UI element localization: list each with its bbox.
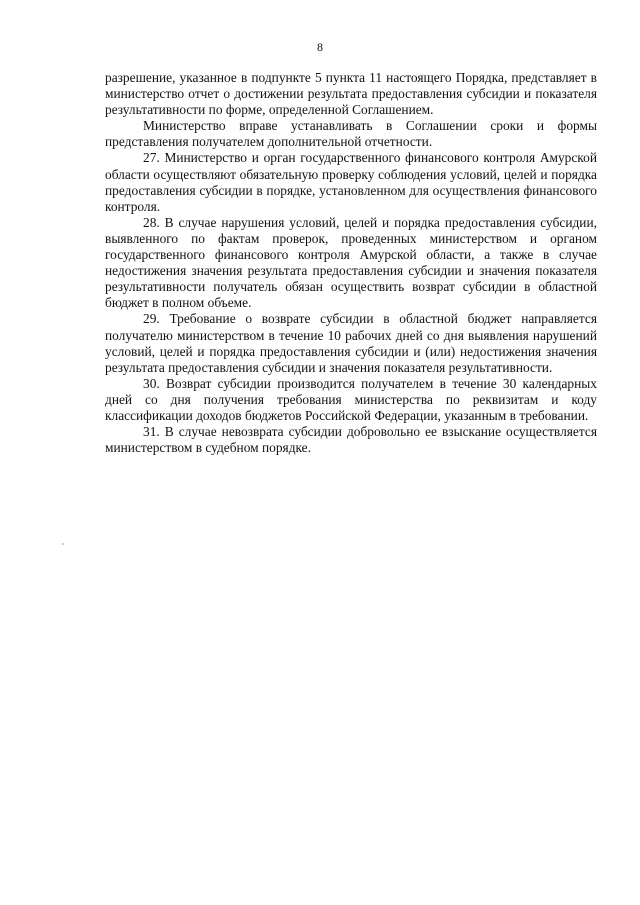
paragraph-29: 29. Требование о возврате субсидии в областной бюджет направляется получателю министерством в течение 10 рабочих дней со дня выявления нарушений условий, целей и порядка предоставления субсидии и (или) недостижения значения результата предоставления субсидии и значения показателя результативности. — [105, 311, 597, 375]
paragraph-30: 30. Возврат субсидии производится получателем в течение 30 календарных дней со дня получения требования министерства по реквизитам и коду классификации доходов бюджетов Российской Федерации, указанным в требовании. — [105, 375, 597, 423]
paragraph-31: 31. В случае невозврата субсидии добровольно ее взыскание осуществляется министерством в судебном порядке. — [105, 424, 597, 456]
scan-speck — [62, 543, 64, 545]
paragraph-continuation: разрешение, указанное в подпункте 5 пункта 11 настоящего Порядка, представляет в министерство отчет о достижении результата предоставления субсидии и показателя результативности по форме, определенной Соглашением. — [105, 70, 597, 118]
paragraph-28: 28. В случае нарушения условий, целей и порядка предоставления субсидии, выявленного по фактам проверок, проведенных министерством и органом государственного финансового контроля Амурской области, а также в случае недостижения значения результата предоставления субсидии и значения показателя результативности получатель обязан осуществить возврат субсидии в областной бюджет в полном объеме. — [105, 214, 597, 311]
paragraph-27: 27. Министерство и орган государственного финансового контроля Амурской области осуществляют обязательную проверку соблюдения условий, целей и порядка предоставления субсидии в порядке, установленном для осуществления финансового контроля. — [105, 150, 597, 214]
document-body — [105, 70, 597, 456]
paragraph-additional-reporting: Министерство вправе устанавливать в Соглашении сроки и формы представления получателем дополнительной отчетности. — [105, 118, 597, 150]
page-number: 8 — [317, 40, 323, 54]
